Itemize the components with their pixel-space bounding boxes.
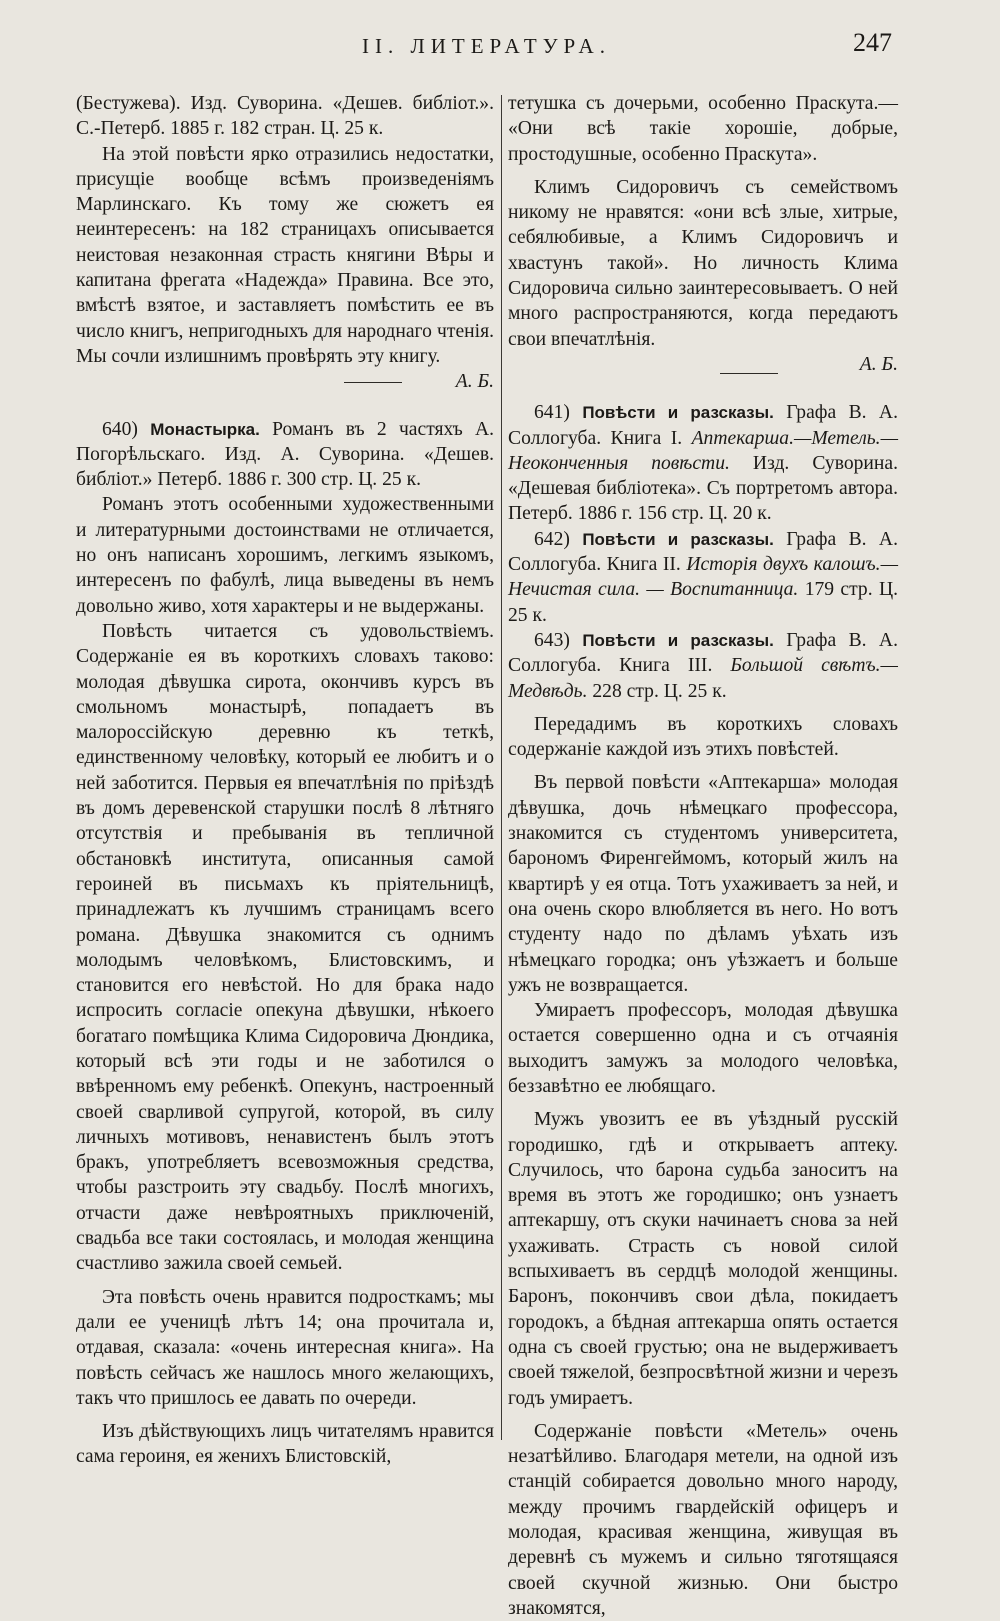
spacer <box>76 1411 494 1419</box>
divider <box>720 373 778 374</box>
spacer <box>76 395 494 417</box>
entry-title: Повѣсти и разсказы. <box>582 403 774 423</box>
spacer <box>508 1099 898 1107</box>
paragraph: Передадимъ въ короткихъ словахъ содержанiе каждой изъ этихъ повѣстей. <box>508 713 898 761</box>
signature-initials: А. Б. <box>859 353 898 375</box>
entry-title: Монастырка. <box>150 419 260 439</box>
entry-details: 179 стр. Ц. 25 к. <box>508 579 898 626</box>
paragraph: Изъ дѣйствующихъ лицъ читателямъ нравится сама героиня, ея женихъ Блистовскiй, <box>76 1421 494 1468</box>
entry-number: 641) <box>534 402 570 424</box>
spacer <box>508 167 898 175</box>
entry-contents: Большой свѣтъ.—Медвѣдь. <box>508 655 898 702</box>
entry-details: Графа В. А. Соллогуба. Книга III. <box>508 629 898 677</box>
paragraph: Климъ Сидоровичъ съ семействомъ никому не нравятся: «они всѣ злые, хитрые, себялюбивые, а Климъ Сидоровичъ и хвастунъ такой». Но личность Клима Сидоровича сильно заинтересовываетъ. О ней много распространяются, когда передаютъ свои впечатлѣнiя. <box>508 176 898 350</box>
paragraph: Эта повѣсть очень нравится подросткамъ; мы дали ее ученицѣ лѣтъ 14; она прочитала и, отдавая, сказала: «очень интересная книга». На повѣсть сейчасъ же нашлось много желающихъ, такъ что пришлось ее давать по очереди. <box>76 1286 494 1409</box>
paragraph: Въ первой повѣсти «Аптекарша» молодая дѣвушка, дочь нѣмецкаго профессора, знакомится съ студентомъ университета, барономъ Фиренгеймомъ, который жилъ на квартирѣ у ея отца. Тотъ ухаживаетъ за ней, и она очень скоро влюбляется въ него. Но вотъ студенту надо по дѣламъ уѣхать изъ нѣмецкаго городка; онъ уѣзжаетъ и больше ужъ не возвращается. <box>508 772 898 996</box>
paragraph: Романъ этотъ особенными художественными и литературными достоинствами не отличается, но онъ написанъ хорошимъ, легкимъ языкомъ, интересенъ по фабулѣ, лица выведены въ немъ довольно живо, хотя характеры и не выдержаны. <box>76 494 494 617</box>
entry-details: Графа В. А. Соллогуба. Книга II. <box>508 528 898 576</box>
entry-details: Изд. Суворина. «Дешевая библiотека». Съ портретомъ автора. Петерб. 1886 г. 156 стр. Ц. 20 к. <box>508 452 898 525</box>
entry-title: Повѣсти и разсказы. <box>582 529 774 549</box>
spacer <box>508 704 898 712</box>
running-title: II. ЛИТЕРАТУРА. <box>362 34 611 58</box>
spacer <box>508 1411 898 1419</box>
paragraph: Мужъ увозитъ ее въ уѣздный русскiй городишко, гдѣ и открываетъ аптеку. Случилось, что барона судьба заноситъ на время въ этотъ же городишко; онъ узнаетъ аптекаршу, отъ скуки начинаетъ снова за ней ухаживать. Страсть съ новой силой вспыхиваетъ въ сердцѣ молодой женщины. Баронъ, покончивъ свои дѣла, покидаетъ городокъ, а бѣдная аптекарша опять остается одна съ своей грустью; она не выдерживаетъ своей тяжелой, безпросвѣтной жизни и черезъ годъ умираетъ. <box>508 1109 898 1409</box>
entry-title: Повѣсти и разсказы. <box>582 630 774 650</box>
entry-details: 228 стр. Ц. 25 к. <box>592 680 727 702</box>
entry-contents: Исторiя двухъ калошъ.— Нечистая сила. — Воспитанница. <box>508 554 899 601</box>
entry-details: Романъ въ 2 частяхъ А. Погорѣльскаго. Изд. А. Суворина. «Дешев. библiот.» Петерб. 1886 г. 300 стр. Ц. 25 к. <box>76 418 495 491</box>
spacer <box>76 1277 494 1285</box>
bibliography-entry <box>508 400 898 526</box>
page-header <box>0 28 1000 68</box>
entry-contents: Аптекарша.—Метель.—Неоконченныя повѣсти. <box>508 427 899 474</box>
entry-details: Графа В. А. Соллогуба. Книга I. <box>508 402 898 449</box>
bibliography-entry <box>508 628 898 704</box>
bibliography-entry <box>76 417 494 493</box>
paragraph: На этой повѣсти ярко отразились недостатки, присущiе вообще всѣмъ произведенiямъ Марлинскаго. Къ тому же сюжетъ ея неинтересенъ: на 182 страницахъ описывается неистовая незаконная страсть княгини Вѣры и капитана фрегата «Надежда» Правина. Все это, вмѣстѣ взятое, и заставляетъ помѣстить ее въ число книгъ, непригодныхъ для народнаго чтенiя. Мы сочли излишнимъ провѣрять эту книгу. <box>76 143 494 367</box>
entry-number: 643) <box>534 629 570 651</box>
signature <box>76 369 494 394</box>
spacer <box>508 762 898 770</box>
divider <box>344 382 402 383</box>
left-column <box>76 91 494 1470</box>
entry-number: 642) <box>534 528 570 550</box>
paragraph: тетушка съ дочерьми, особенно Праскута.— «Они всѣ такiе хорошiе, добрые, простодушные, особенно Праскута». <box>508 93 898 165</box>
signature-initials: А. Б. <box>455 371 494 393</box>
bibliography-entry <box>508 527 898 628</box>
page-number: 247 <box>853 28 892 57</box>
column-divider <box>501 95 502 1440</box>
paragraph: Умираетъ профессоръ, молодая дѣвушка остается совершенно одна и съ отчаянiя выходитъ замужъ за молодого человѣка, беззавѣтно ее любящаго. <box>508 1000 898 1097</box>
paragraph: (Бестужева). Изд. Суворина. «Дешев. библiот.». С.-Петерб. 1885 г. 182 стран. Ц. 25 к. <box>76 93 494 140</box>
entry-number: 640) <box>102 418 138 440</box>
signature <box>508 352 898 377</box>
right-column <box>508 91 898 1621</box>
paragraph: Содержанiе повѣсти «Метель» очень незатѣйливо. Благодаря метели, на одной изъ станцiй собирается довольно много народу, между прочимъ гвардейскiй офицеръ и молодая, красивая женщина, живущая въ деревнѣ съ мужемъ и сильно тяготящаяся своей скучной жизнью. Они быстро знакомятся, <box>508 1420 898 1619</box>
paragraph: Повѣсть читается съ удовольствiемъ. Содержанiе ея въ короткихъ словахъ таково: молодая дѣвушка сирота, окончивъ курсъ въ смольномъ монастырѣ, попадаетъ въ малороссiйскую деревню къ теткѣ, единственному человѣку, который ее любитъ и о ней заботится. Первыя ея впечатлѣнiя по прiѣздѣ въ домъ деревенской старушки послѣ 8 лѣтняго отсутствiя и пребыванiя въ тепличной обстановкѣ института, описанныя самой героиней въ письмахъ къ прiятельницѣ, принадлежатъ къ лучшимъ страницамъ всего романа. Дѣвушка знакомится съ однимъ молодымъ человѣкомъ, Блистовскимъ, и становится его невѣстой. Но для брака надо испросить согласiе опекуна дѣвушки, нѣкоего богатаго помѣщика Клима Сидоровича Дюндика, который всѣ эти годы и не заботился о ввѣренномъ ему ребенкѣ. Опекунъ, настроенный своей сварливой супругой, которой, въ силу личныхъ мотивовъ, ненавистенъ былъ этотъ бракъ, употребляетъ всевозможныя средства, чтобы разстроить эту свадьбу. Послѣ многихъ, отчасти даже невѣроятныхъ приключенiй, свадьба все таки состоялась, и молодая женщина счастливо зажила своей семьей. <box>76 620 494 1275</box>
spacer <box>508 378 898 400</box>
